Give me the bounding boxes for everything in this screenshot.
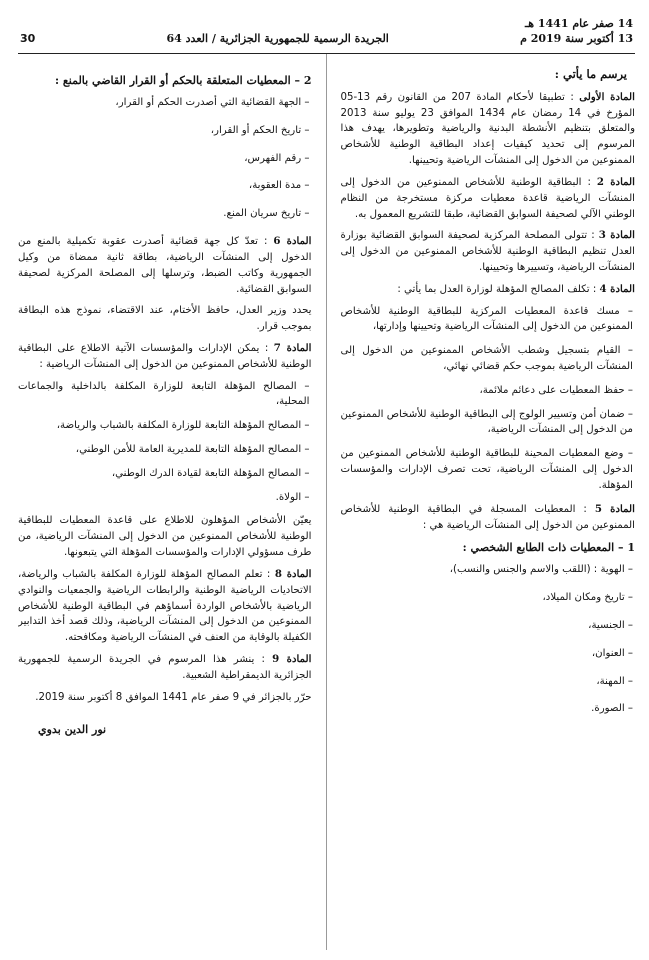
article-5 [341, 502, 636, 534]
journal-title: الجريدة الرسمية للجمهورية الجزائرية / العدد 64 [166, 31, 389, 45]
list-item: – المصالح المؤهلة التابعة للوزارة المكلفة بالداخلية والجماعات المحلية، [18, 380, 310, 408]
list-item: – وضع المعطيات المحينة للبطاقية الوطنية للأشخاص الممنوعين من الدخول إلى المنشآت الرياضية، تحت تصرف الإدارات والمؤسسات المؤهلة. [340, 448, 633, 491]
article-2-text: : البطاقية الوطنية للأشخاص الممنوعين من الدخول إلى المنشآت الرياضية قاعدة معطيات مركزة مستخرجة من النظام الوطني الآلي لصحيفة السوابق القضائية، طبقا للتشريع المعمول به. [340, 176, 635, 220]
article-9-title: المادة 9 [272, 652, 312, 665]
list-item: – الهوية : (اللقب والاسم والجنس والنسب)، [449, 564, 633, 576]
article-3-text: : تتولى المصلحة المركزية لصحيفة السوابق القضائية بوزارة العدل تنظيم البطاقية الوطنية للأشخاص الممنوعين من الدخول إلى المنشآت الرياضية، وتسييرها وتحيينها. [340, 230, 635, 273]
signatory-name: نور الدين بدوي [38, 723, 107, 737]
list-item: – مسك قاعدة المعطيات المركزية للبطاقية الوطنية للأشخاص الممنوعين من الدخول إلى المنشآت الرياضية وتحيينها وإدارتها، [340, 305, 633, 333]
article-4-title: المادة 4 [599, 282, 635, 295]
article-9-text: : ينشر هذا المرسوم في الجريدة الرسمية للجمهورية الجزائرية الديمقراطية الشعبية. [18, 653, 312, 681]
article-7 [18, 341, 312, 373]
article-7-text: : يمكن الإدارات والمؤسسات الآتية الاطلاع على البطاقية الوطنية للأشخاص الممنوعين من الدخول إلى المنشآت الرياضية : [18, 342, 312, 370]
article-3 [341, 228, 636, 275]
list-item: – المصالح المؤهلة التابعة لقيادة الدرك الوطني، [111, 467, 310, 479]
page-header [18, 4, 635, 54]
article-2 [341, 175, 636, 222]
signing-place: حرّر بالجزائر في 9 صفر عام 1441 الموافق 8 أكتوبر سنة 2019. [35, 691, 312, 703]
article-6 [18, 234, 312, 297]
page-number: 30 [20, 31, 36, 45]
article-1 [341, 90, 636, 169]
list-item: – المصالح المؤهلة التابعة للمديرية العامة للأمن الوطني، [75, 444, 310, 456]
section-2-title: 2 – المعطيات المتعلقة بالحكم أو القرار القاضي بالمنع : [55, 74, 312, 87]
article-4-text: : تكلف المصالح المؤهلة لوزارة العدل بما يأتي : [397, 283, 597, 295]
article-8-title: المادة 8 [274, 567, 312, 580]
issue-date [520, 17, 633, 47]
article-6-title: المادة 6 [273, 235, 312, 248]
article-1-title: المادة الأولى [579, 90, 635, 103]
list-item: – ضمان أمن وتسيير الولوج إلى البطاقية الوطنية للأشخاص الممنوعين من الدخول إلى المنشآت الرياضية، [340, 408, 633, 436]
article-1-text: : تطبيقا لأحكام المادة 207 من القانون رقم 13-05 المؤرخ في 14 رمضان عام 1434 الموافق 23 يوليو سنة 2013 والمتعلق بتنظيم الأنشطة البدنية والرياضية وتطويرها، يهدف هذا المرسوم إلى تحديد كيفيات إعداد البطاقية الوطنية للأشخاص الممنوعين من الدخول إلى المنشآت الرياضية وتحيينها. [340, 91, 635, 167]
article-2-title: المادة 2 [596, 175, 635, 188]
date-hijri: 14 صفر عام 1441 هـ [525, 17, 633, 31]
decree-lead: يرسم ما يأتي : [554, 67, 627, 81]
article-3-title: المادة 3 [598, 229, 635, 242]
article-6-paragraph-2: يحدد وزير العدل، حافظ الأختام، عند الاقتضاء، نموذج هذه البطاقة بموجب قرار. [18, 305, 312, 333]
article-9 [18, 652, 312, 684]
article-4 [341, 282, 636, 298]
article-7-paragraph-2: يعيّن الأشخاص المؤهلون للاطلاع على قاعدة المعطيات للبطاقية الوطنية للأشخاص الممنوعين من الدخول إلى المنشآت الرياضية، من طرف مسؤولي الإدارات والمؤسسات المؤهلة التي يتبعونها. [18, 515, 312, 559]
list-item: – مدة العقوبة، [248, 180, 310, 192]
list-item: – الولاة. [275, 491, 310, 503]
article-7-title: المادة 7 [273, 341, 312, 354]
right-column [327, 54, 636, 950]
left-column [18, 54, 327, 950]
two-column-body [18, 54, 635, 950]
article-5-title: المادة 5 [594, 502, 635, 515]
article-8-text: : تعلم المصالح المؤهلة للوزارة المكلفة بالشباب والرياضة، الاتحاديات الرياضية الوطنية والرابطات الرياضية والجمعيات والنوادي الرياضية بالأشخاص الواردة أسماؤهم في البطاقية الوطنية للأشخاص الممنوعين من الدخول إلى المنشآت الرياضية، وذلك قصد أخذ التدابير الكفيلة بالوقاية من العنف في المنشآت الرياضية ومكافحته. [18, 568, 312, 644]
list-item: – حفظ المعطيات على دعائم ملائمة، [479, 384, 633, 396]
list-item: – المهنة، [596, 675, 633, 687]
article-6-text: : تعدّ كل جهة قضائية أصدرت عقوبة تكميلية بالمنع من الدخول إلى المنشآت الرياضية، بطاقة ثانية ممضاة من وكيل الجمهورية وكاتب الضبط، وترسلها إلى المصلحة المركزية لصحيفة السوابق القضائية. [18, 236, 312, 295]
list-item: – الجهة القضائية التي أصدرت الحكم أو القرار، [115, 97, 310, 109]
list-item: – تاريخ الحكم أو القرار، [210, 124, 310, 136]
list-item: – رقم الفهرس، [244, 152, 310, 164]
list-item: – المصالح المؤهلة التابعة للوزارة المكلفة بالشباب والرياضة، [56, 420, 310, 432]
date-gregorian: 13 أكتوبر سنة 2019 م [520, 32, 633, 46]
list-item: – تاريخ ومكان الميلاد، [542, 592, 633, 604]
list-item: – تاريخ سريان المنع. [223, 208, 310, 220]
list-item: – العنوان، [591, 647, 633, 659]
list-item: – القيام بتسجيل وشطب الأشخاص الممنوعين من الدخول إلى المنشآت الرياضية بموجب حكم قضائي نهائي، [340, 345, 633, 372]
section-1-title: 1 – المعطيات ذات الطابع الشخصي : [462, 541, 635, 555]
article-8 [18, 567, 312, 646]
list-item: – الجنسية، [588, 619, 633, 631]
article-5-text: : المعطيات المسجلة في البطاقية الوطنية للأشخاص الممنوعين من الدخول إلى المنشآت الرياضية هي : [340, 503, 635, 531]
list-item: – الصورة. [591, 703, 633, 715]
